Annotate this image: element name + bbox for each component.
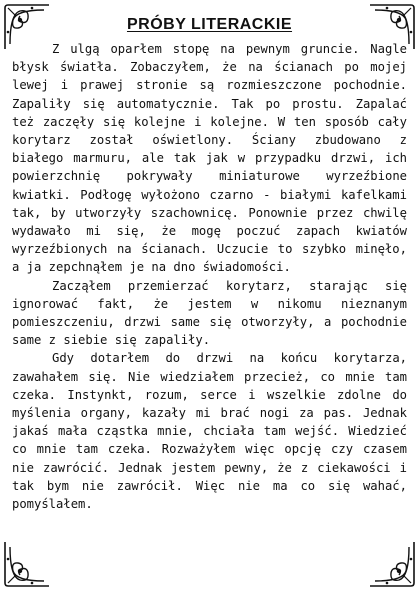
ornamental-flourish-icon [2,539,52,589]
paragraph-1: Z ulgą oparłem stopę na pewnym gruncie. Nagle błysk światła. Zobaczyłem, że na ścianach po mojej lewej i prawej stronie są rozmieszczone pochodnie. Zapaliły się automatycznie. Tak po prostu. Zapalać też zaczęły się kolejne i kolejne. W ten sposób cały korytarz został oświetlony. Ściany zbudowano z białego marmuru, ale tak jak w przypadku drzwi, ich powierzchnię pokrywały miniaturowe wyrzeźbione kwiatki. Podłogę wyłożono czarno - białymi kafelkami tak, by utworzyły szachownicę. Ponownie przez chwilę wydawało mi się, że mogę poczuć zapach kwiatów wyrzeźbionych na ścianach. Uczucie to szybko minęło, a ja zepchnąłem je na dno świadomości. [12,42,407,275]
page-title [0,16,419,34]
page-title-text: PRÓBY LITERACKIE [126,16,293,33]
corner-ornament-bottom-left [2,539,52,589]
ornamental-flourish-icon [367,539,417,589]
story-text [12,40,407,513]
corner-ornament-bottom-right [367,539,417,589]
paragraph-2: Zacząłem przemierzać korytarz, starając się ignorować fakt, że jestem w nikomu nieznanym pomieszczeniu, drzwi same się otworzyły, a pochodnie same z siebie się zapaliły. [12,278,407,348]
paragraph-3: Gdy dotarłem do drzwi na końcu korytarza, zawahałem się. Nie wiedziałem przecież, co mnie tam czeka. Instynkt, rozum, serce i wszelkie zdolne do myślenia organy, kazały mi brać nogi za pas. Jednak jakaś mała cząstka mnie, chciała tam wejść. Wiedzieć co mnie tam czeka. Rozważyłem więc opcję czy czasem nie zawrócić. Jednak jestem pewny, że z ciekawości i tak bym nie zawrócił. Więc nie ma co się wahać, pomyślałem. [12,351,407,512]
